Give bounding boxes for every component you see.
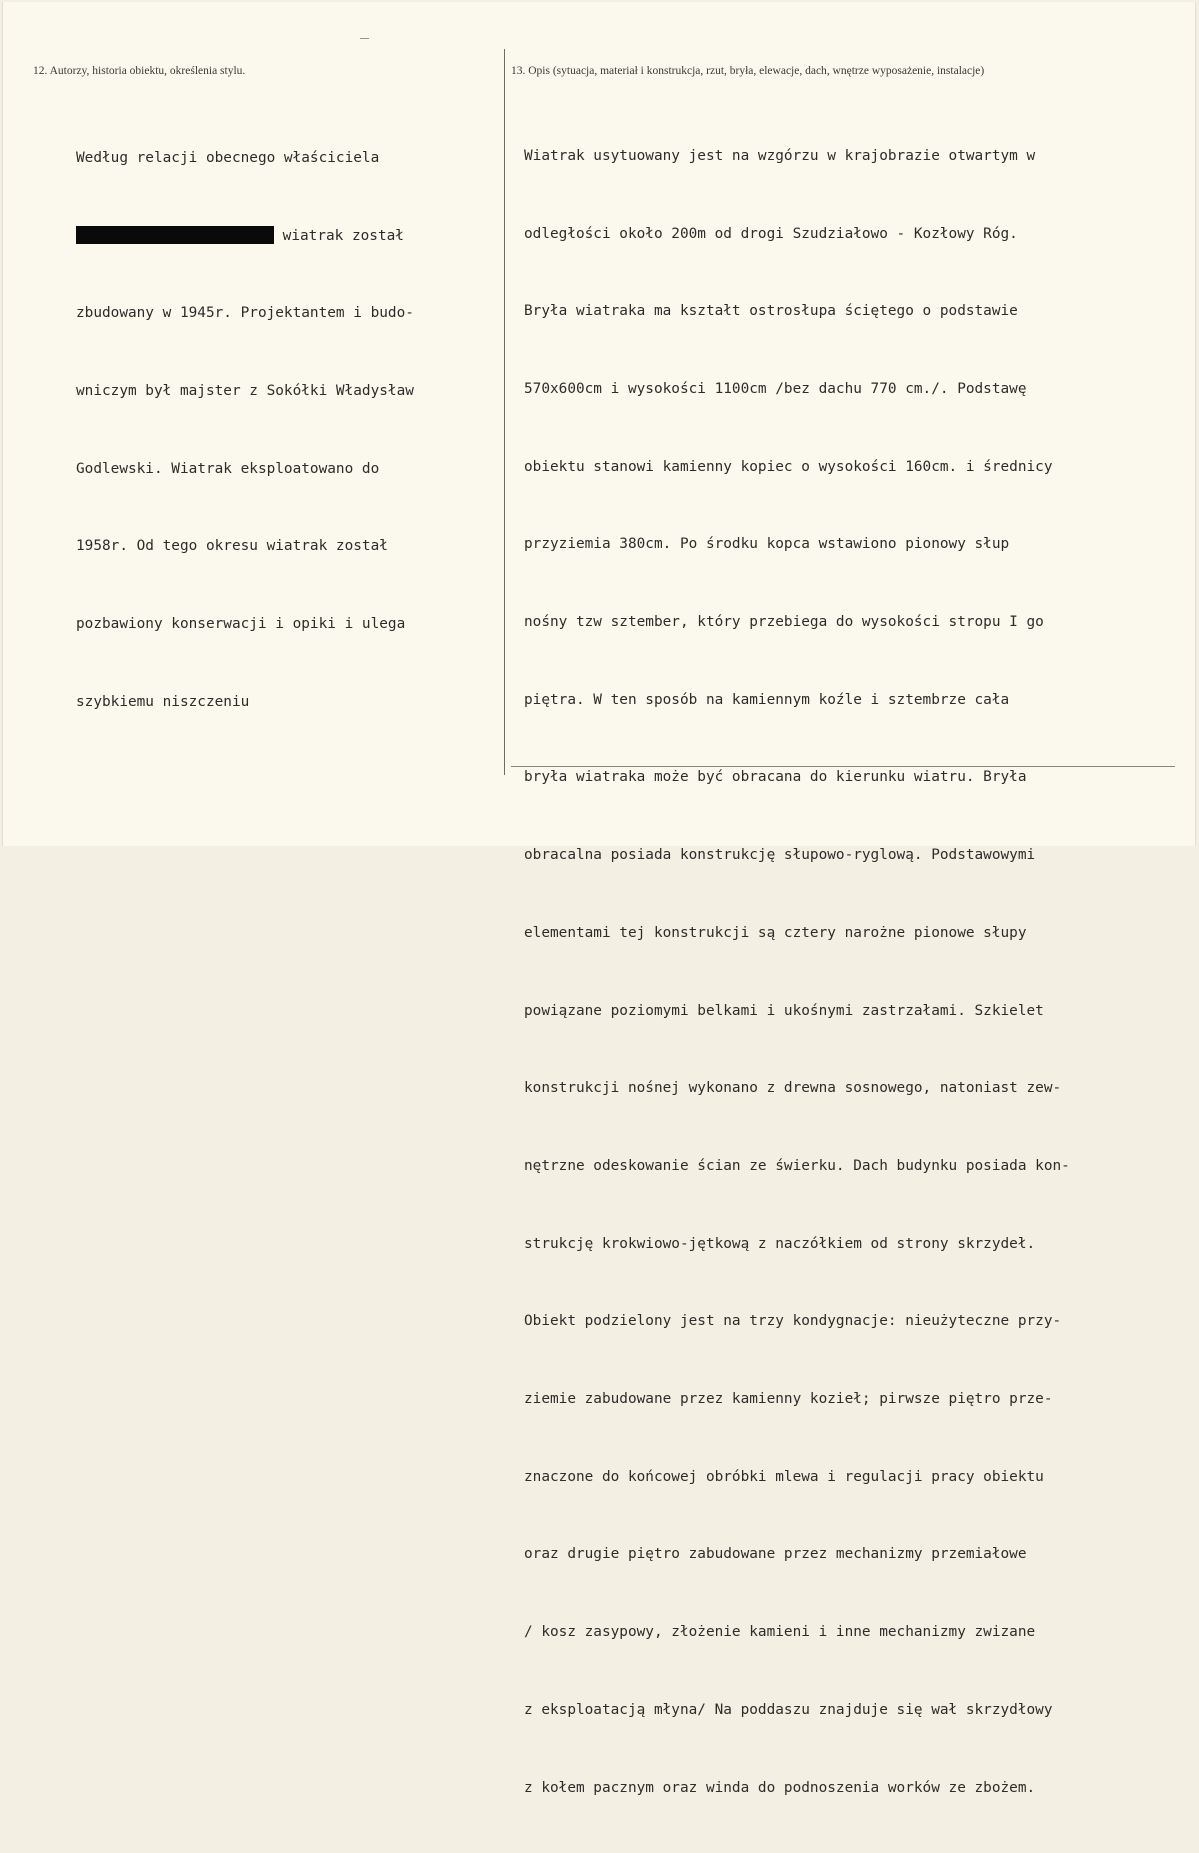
history-line: szybkiemu niszczeniu [76, 693, 250, 710]
top-mark [360, 38, 369, 39]
history-line: wniczym był majster z Sokółki Władysław [76, 382, 414, 399]
description-line: powiązane poziomymi belkami i ukośnymi zastrzałami. Szkielet [524, 1002, 1044, 1019]
section-13-heading: 13. Opis (sytuacja, materiał i konstrukcja, rzut, bryła, elewacje, dach, wnętrze wyposażenie, instalacje) [511, 65, 985, 77]
description-line: Obiekt podzielony jest na trzy kondygnacje: nieużyteczne przy- [524, 1313, 1062, 1330]
description-line: obracalna posiada konstrukcję słupowo-ryglową. Podstawowymi [524, 847, 1036, 864]
description-line: bryła wiatraka może być obracana do kierunku wiatru. Bryła [524, 769, 1027, 786]
record-card [2, 2, 1196, 1796]
description-line: konstrukcji nośnej wykonano z drewna sosnowego, natoniast zew- [524, 1080, 1062, 1097]
description-line: odległości około 200m od drogi Szudziałowo - Kozłowy Róg. [524, 225, 1018, 242]
description-line: z kołem pacznym oraz winda do podnoszenia worków ze zbożem. [524, 1779, 1036, 1796]
description-text [524, 92, 1070, 1853]
description-line: oraz drugie piętro zabudowane przez mechanizmy przemiałowe [524, 1546, 1027, 1563]
description-line: znaczone do końcowej obróbki mlewa i regulacji pracy obiektu [524, 1468, 1044, 1485]
description-line: 570x600cm i wysokości 1100cm /bez dachu 770 cm./. Podstawę [524, 380, 1027, 397]
description-line: przyziemia 380cm. Po środku kopca wstawiono pionowy słup [524, 536, 1010, 553]
description-line: z eksploatacją młyna/ Na poddaszu znajduje się wał skrzydłowy [524, 1701, 1053, 1718]
description-line: elementami tej konstrukcji są cztery narożne pionowe słupy [524, 924, 1027, 941]
description-line: strukcję krokwiowo-jętkową z naczółkiem od strony skrzydeł. [524, 1235, 1036, 1252]
history-line: pozbawiony konserwacji i opiki i ulega [76, 616, 406, 633]
column-divider [504, 49, 505, 775]
section-12-heading: 12. Autorzy, historia obiektu, określenia stylu. [33, 65, 246, 77]
description-line: ziemie zabudowane przez kamienny kozieł; pirwsze piętro prze- [524, 1391, 1053, 1408]
description-line: / kosz zasypowy, złożenie kamieni i inne mechanizmy zwizane [524, 1624, 1036, 1641]
description-line: nętrzne odeskowanie ścian ze świerku. Dach budynku posiada kon- [524, 1157, 1070, 1174]
history-line: Godlewski. Wiatrak eksploatowano do [76, 460, 380, 477]
history-line [76, 224, 414, 250]
history-text [76, 94, 414, 767]
history-line: zbudowany w 1945r. Projektantem i budo- [76, 305, 414, 322]
redaction-bar [76, 226, 274, 244]
description-line: obiektu stanowi kamienny kopiec o wysokości 160cm. i średnicy [524, 458, 1053, 475]
description-line: Wiatrak usytuowany jest na wzgórzu w krajobrazie otwartym w [524, 147, 1036, 164]
history-line-fragment: wiatrak został [282, 227, 404, 244]
history-line: 1958r. Od tego okresu wiatrak został [76, 538, 388, 555]
history-line: Według relacji obecnego właściciela [76, 149, 380, 166]
description-line: Bryła wiatraka ma kształt ostrosłupa ściętego o podstawie [524, 303, 1018, 320]
description-line: piętra. W ten sposób na kamiennym koźle i sztembrze cała [524, 691, 1010, 708]
description-line: nośny tzw sztember, który przebiega do wysokości stropu I go [524, 614, 1044, 631]
